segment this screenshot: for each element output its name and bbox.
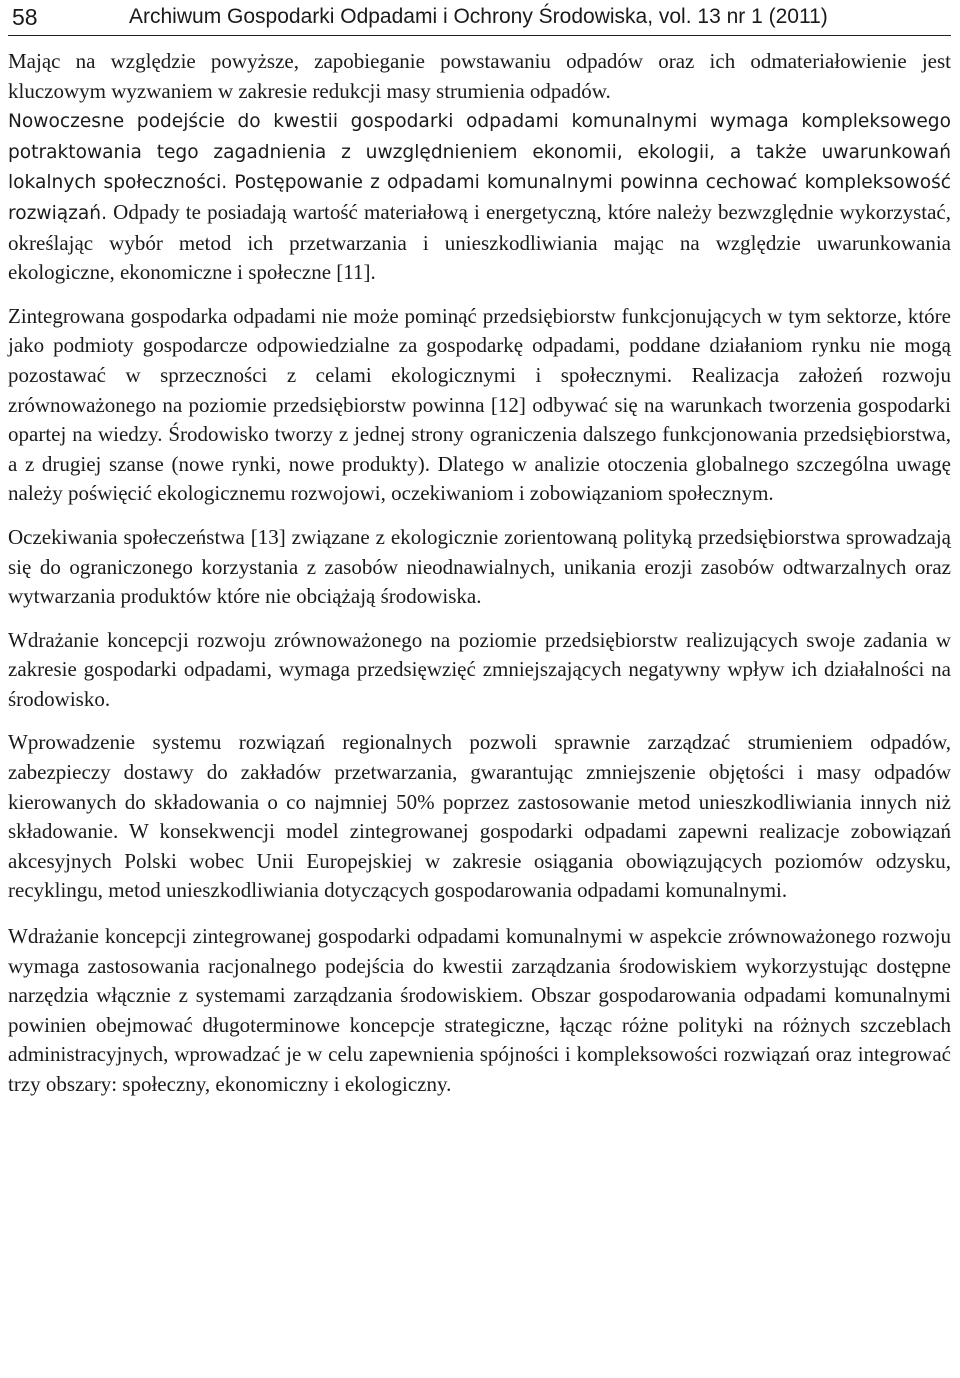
paragraph-5-text: Wdrażanie koncepcji rozwoju zrównoważonego na poziomie przedsiębiorstw realizujących swoje zadania w zakresie gospodarki odpadami, wymaga przedsięwzięć zmniejszających negatywny wpływ ich działalności na środowisko. [8,627,951,711]
paragraph-2 [8,106,951,288]
paragraph-5 [8,626,951,715]
paragraph-6 [8,728,951,906]
paragraph-1 [8,47,951,106]
running-header [8,0,951,36]
paragraph-2-text: Odpady te posiadają wartość materiałową i energetyczną, które należy bezwzględnie wykorzystać, określając wybór metod ich przetwarzania i unieszkodliwiania mając na względzie uwarunkowania ekologiczne, ekonomiczne i społeczne [11]. [8,199,951,285]
article-body [8,47,951,1100]
page-number: 58 [12,4,38,30]
paragraph-3-text: Zintegrowana gospodarka odpadami nie może pominąć przedsiębiorstw funkcjonujących w tym sektorze, które jako podmioty gospodarcze odpowiedzialne za gospodarkę odpadami, poddane działaniom rynku nie mogą pozostawać w sprzeczności z celami ekologicznymi i społecznymi. Realizacja założeń rozwoju zrównoważonego na poziomie przedsiębiorstw powinna [12] odbywać się na warunkach tworzenia gospodarki opartej na wiedzy. Środowisko tworzy z jednej strony ograniczenia dalszego funkcjonowania przedsiębiorstwa, a z drugiej szanse (nowe rynki, nowe produkty). Dlatego w analizie otoczenia globalnego szczególna uwagę należy poświęcić ekologicznemu rozwojowi, oczekiwaniom i zobowiązaniom społecznym. [8,303,951,506]
paragraph-3 [8,302,951,509]
journal-title: Archiwum Gospodarki Odpadami i Ochrony Środowiska, vol. 13 nr 1 (2011) [129,5,828,28]
paragraph-4-text: Oczekiwania społeczeństwa [13] związane z ekologicznie zorientowaną polityką przedsiębiorstwa sprowadzają się do ograniczonego korzystania z zasobów nieodnawialnych, unikania erozji zasobów odtwarzalnych oraz wytwarzania produktów które nie obciążają środowiska. [8,524,951,609]
paragraph-4 [8,523,951,612]
paragraph-7-text: Wdrażanie koncepcji zintegrowanej gospodarki odpadami komunalnymi w aspekcie zrównoważonego rozwoju wymaga zastosowania racjonalnego podejścia do kwestii zarządzania środowiskiem wykorzystując dostępne narzędzia włącznie z systemami zarządzania środowiskiem. Obszar gospodarowania odpadami komunalnymi powinien obejmować długoterminowe koncepcje strategiczne, łącząc różne polityki na różnych szczeblach administracyjnych, wprowadzać je w celu zapewnienia spójności i kompleksowości rozwiązań oraz integrować trzy obszary: społeczny, ekonomiczny i ekologiczny. [8,924,951,1096]
paragraph-2-sans-text: Nowoczesne podejście do kwestii gospodarki odpadami komunalnymi wymaga kompleksowego potraktowania tego zagadnienia z uwzględnieniem ekonomii, ekologii, a także uwarunkowań lokalnych społeczności. Postępowanie z odpadami komunalnymi powinna cechować kompleksowość rozwiązań. [8,111,951,224]
paragraph-7 [8,922,951,1100]
paragraph-1-text: Mając na względzie powyższe, zapobieganie powstawaniu odpadów oraz ich odmateriałowienie jest kluczowym wyzwaniem w zakresie redukcji masy strumienia odpadów. [8,49,951,103]
paragraph-6-text: Wprowadzenie systemu rozwiązań regionalnych pozwoli sprawnie zarządzać strumieniem odpadów, zabezpieczy dostawy do zakładów przetwarzania, gwarantując zmniejszenie objętości i masy odpadów kierowanych do składowania o co najmniej 50% poprzez zastosowanie metod unieszkodliwiania innych niż składowanie. W konsekwencji model zintegrowanej gospodarki odpadami zapewni realizacje zobowiązań akcesyjnych Polski wobec Unii Europejskiej w zakresie osiągania obowiązujących poziomów odzysku, recyklingu, metod unieszkodliwiania dotyczących gospodarowania odpadami komunalnymi. [8,730,951,903]
